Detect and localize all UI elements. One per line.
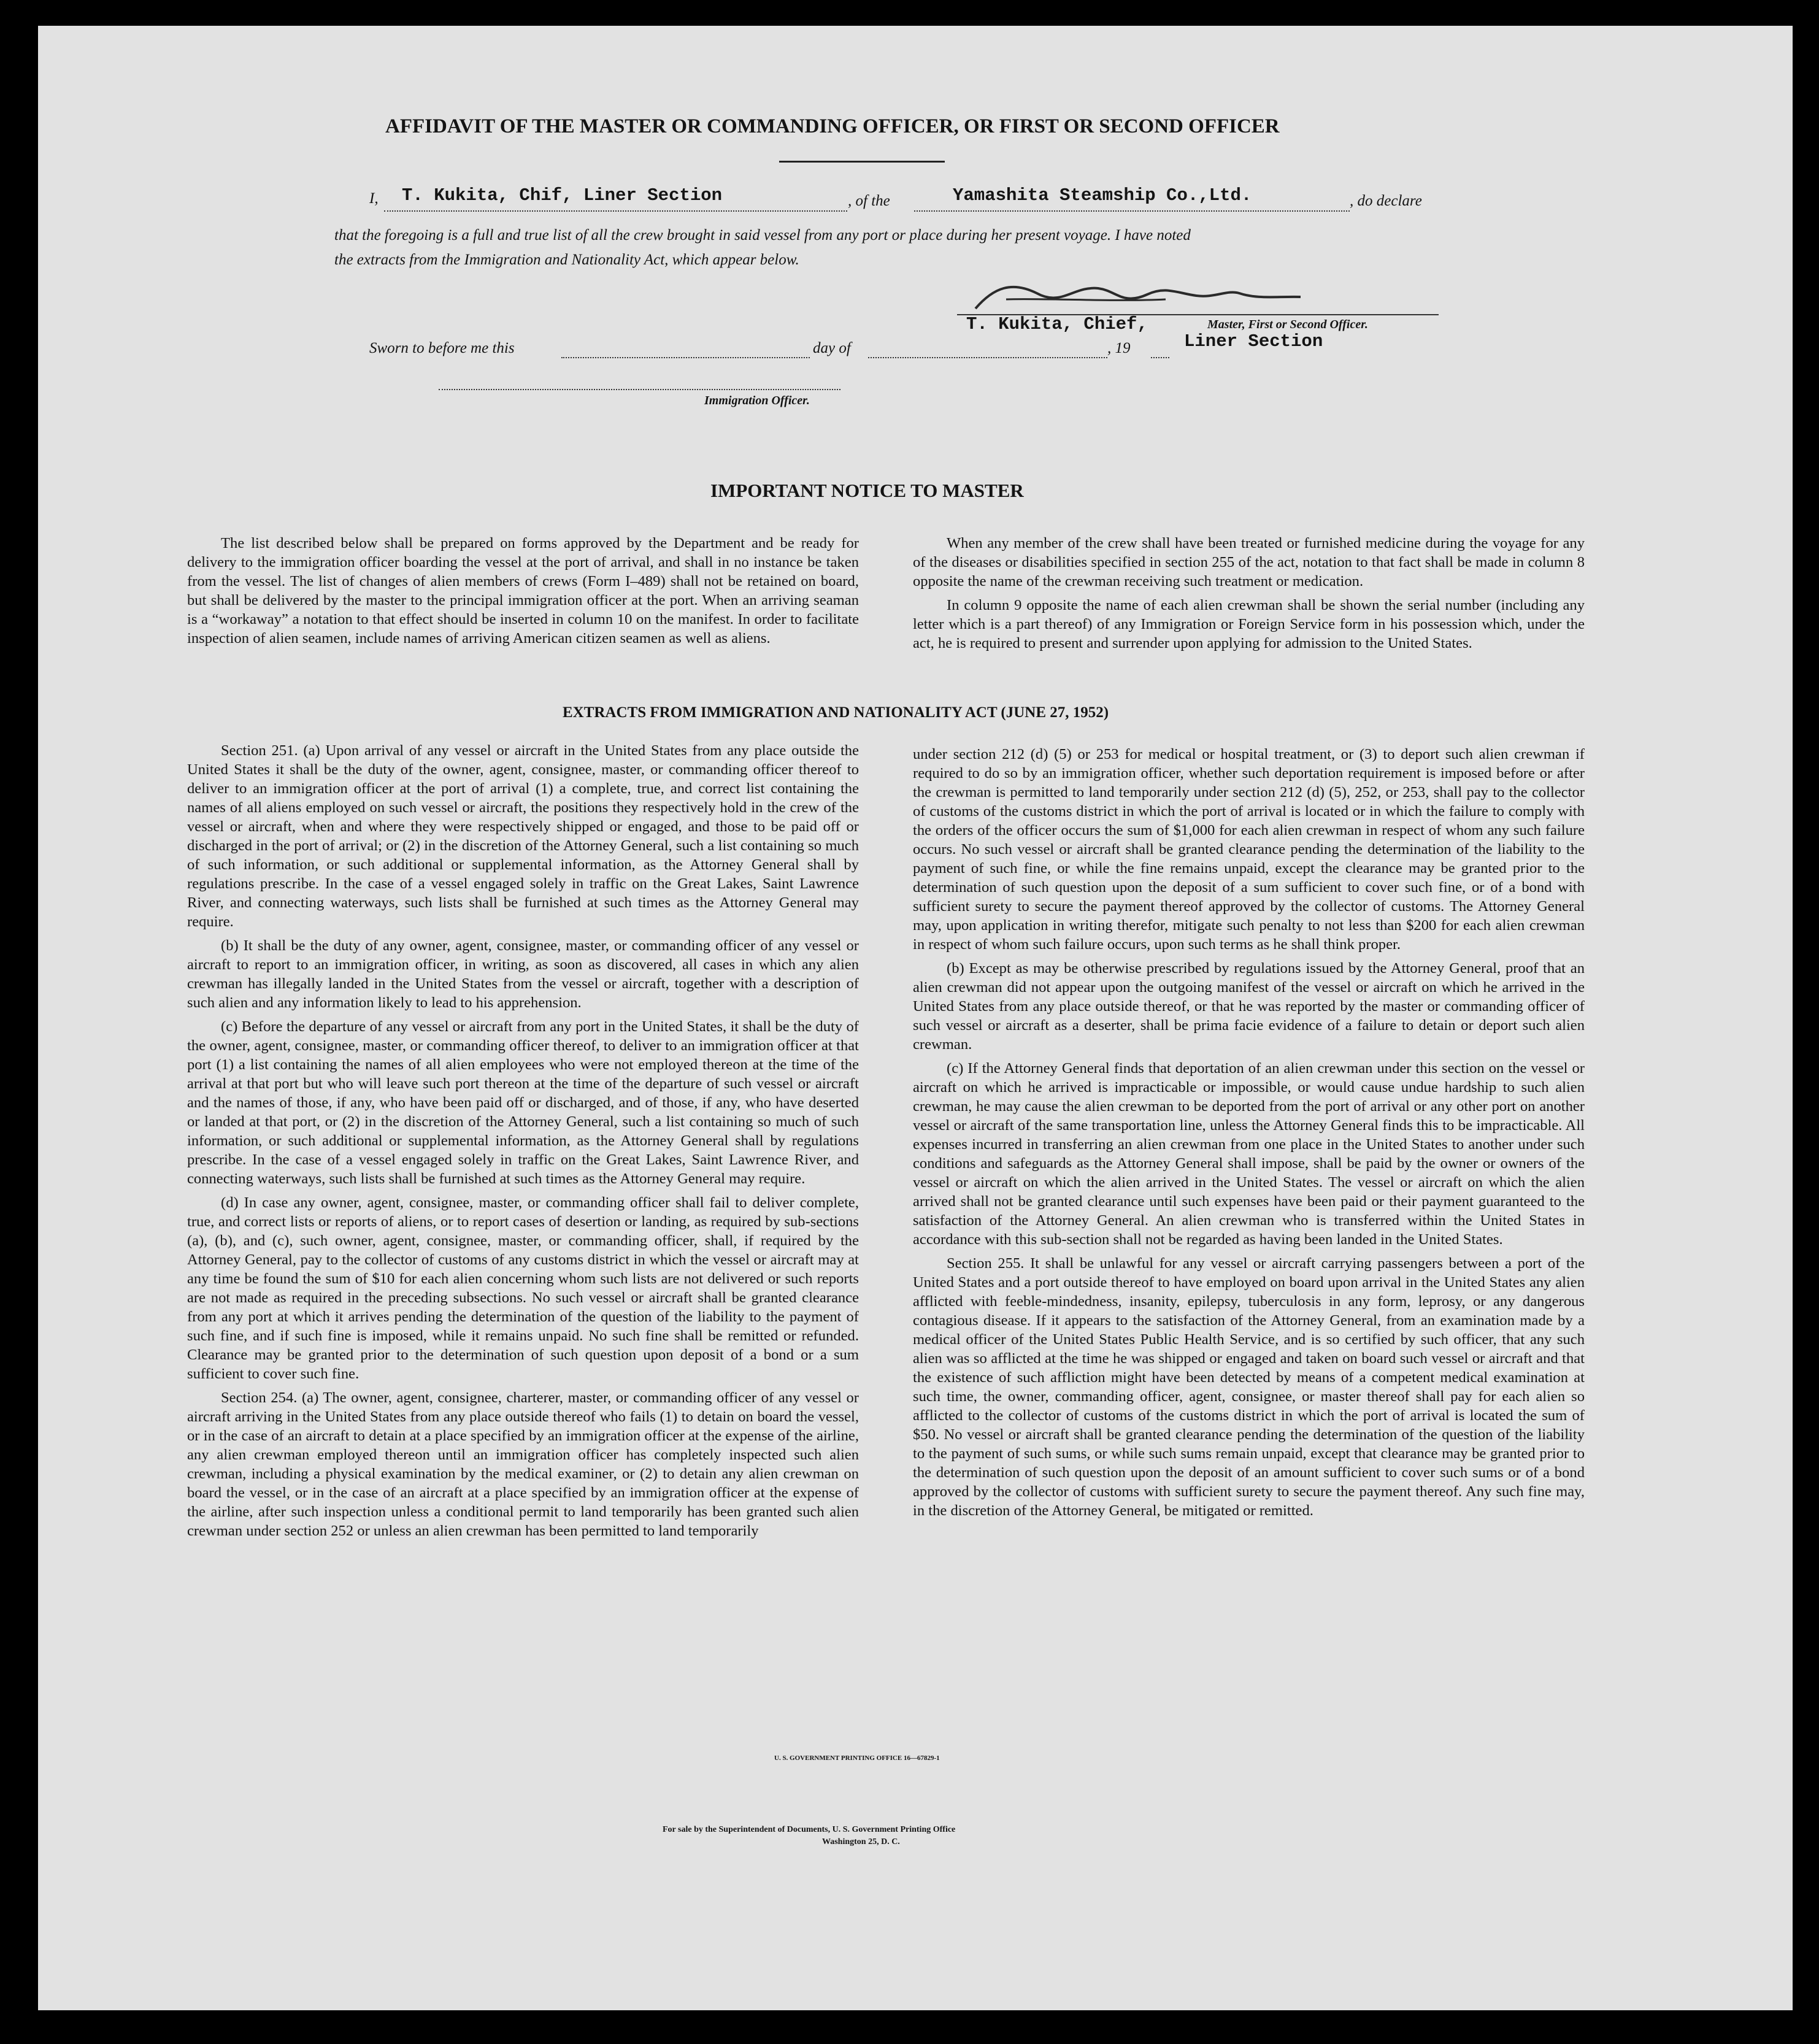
company-name: Yamashita Steamship Co.,Ltd. (953, 185, 1252, 206)
year-label: , 19 (1107, 340, 1131, 356)
sworn-month-line (868, 357, 1107, 358)
notice-right-column (913, 534, 1585, 653)
section-254-a: Section 254. (a) The owner, agent, consignee, charterer, master, or commanding officer of any vessel or aircraft arriving in the United States from any place outside thereof who fails (1) to detain on board the vessel, or in the case of an aircraft to detain at a place specified by an immigration officer at the expense of the airline, any alien crewman employed thereon until an immigration officer has completely inspected such alien crewman, including a physical examination by the medical examiner, or (2) to detain any alien crewman on board the vessel, or in the case of an aircraft at a place specified by an immigration officer at the expense of the airline, after such inspection unless a conditional permit to land temporarily has been granted such alien crewman under section 252 or unless an alien crewman has been permitted to land temporarily (187, 1389, 859, 1539)
sworn-day-line (561, 357, 810, 358)
sale-line-2: Washington 25, D. C. (822, 1837, 900, 1846)
notice-title: IMPORTANT NOTICE TO MASTER (710, 480, 1024, 501)
do-declare-label: , do declare (1350, 193, 1422, 209)
section-254-c: (c) If the Attorney General finds that deportation of an alien crewman under this section on the vessel or aircraft on which he arrived is impracticable or impossible, or would cause undue hardship to such alien crewman, he may cause the alien crewman to be deported from the port of arrival or any other port on another vessel or aircraft of the same transportation line, unless the Attorney General finds this to be impracticable. All expenses incurred in transferring an alien crewman from one place in the United States to another under such conditions and safeguards as the Attorney General shall impose, shall be paid by the owner or owners of the vessel or aircraft on which the alien arrived in the United States. The vessel or aircraft on which the alien arrived shall not be granted clearance until such expenses have been paid or their payment guaranteed to the satisfaction of the Attorney General. An alien crewman who is transferred within the United States in accordance with this sub-section shall not be regarded as having been landed in the United States. (913, 1060, 1585, 1248)
declaration-line-2: the extracts from the Immigration and Nationality Act, which appear below. (334, 252, 799, 268)
section-251-b: (b) It shall be the duty of any owner, agent, consignee, master, or commanding officer of any vessel or aircraft to report to an immigration officer, in writing, as soon as discovered, all cases in which any alien crewman has illegally landed in the United States from the vessel or aircraft, together with a description of such alien and any information likely to lead to his apprehension. (187, 937, 859, 1011)
sworn-year-line (1151, 357, 1169, 358)
day-of-label: day of (813, 340, 851, 356)
section-254-a-continued: under section 212 (d) (5) or 253 for medical or hospital treatment, or (3) to deport such alien crewman if required to do so by an immigration officer, whether such deportation requirement is imposed before or after the crewman is permitted to land temporarily under section 212 (d) (5), 252, or 253, shall pay to the collector of customs of the customs district in which the port of arrival is located or in which the failure to comply with the orders of the officer occurs the sum of $1,000 for each alien crewman in respect of whom any such failure occurs. No such vessel or aircraft shall be granted clearance pending the determination of the liability to the payment of such fine, or while the fine remains unpaid, except the clearance may be granted prior to the determination of such question upon the deposit of a sum sufficient to cover such fine, or of a bond with sufficient surety to secure the payment thereof approved by the collector of customs. The Attorney General may, upon application in writing therefor, mitigate such penalty to not less than $200 for each alien crewman in respect of whom such failure occurs, upon such terms as he shall think proper. (913, 746, 1585, 953)
extracts-right-column (913, 745, 1585, 1520)
declarant-name: T. Kukita, Chif, Liner Section (402, 185, 723, 206)
extracts-title: EXTRACTS FROM IMMIGRATION AND NATIONALITY ACT (JUNE 27, 1952) (563, 704, 1109, 721)
typed-signer-section: Liner Section (1184, 331, 1323, 352)
notice-right-paragraph-2: In column 9 opposite the name of each alien crewman shall be shown the serial number (including any letter which is a part thereof) of any Immigration or Foreign Service form in his possession which, under the act, he is required to present and surrender upon applying for admission to the United States. (913, 597, 1585, 651)
officer-caption: Immigration Officer. (704, 394, 810, 407)
sale-line-1: For sale by the Superintendent of Documents, U. S. Government Printing Office (663, 1825, 956, 1834)
affidavit-title: AFFIDAVIT OF THE MASTER OR COMMANDING OFFICER, OR FIRST OR SECOND OFFICER (385, 115, 1280, 137)
signer-caption: Master, First or Second Officer. (1207, 318, 1368, 331)
title-rule (779, 161, 945, 163)
notice-right-paragraph-1: When any member of the crew shall have been treated or furnished medicine during the voyage for any of the diseases or disabilities specified in section 255 of the act, notation to that fact shall be made in column 8 opposite the name of the crewman receiving such treatment or medication. (913, 535, 1585, 590)
company-line (914, 210, 1350, 212)
section-255: Section 255. It shall be unlawful for any vessel or aircraft carrying passengers between a port of the United States and a port outside thereof to have employed on board upon arrival in the United States any alien afflicted with feeble-mindedness, insanity, epilepsy, tuberculosis in any form, leprosy, or any dangerous contagious disease. If it appears to the satisfaction of the Attorney General, from an examination made by a medical officer of the United States Public Health Service, and is so certified by such officer, that any such alien was so afflicted at the time he was shipped or engaged and taken on board such vessel or aircraft and that the existence of such affliction might have been detected by means of a competent medical examination at such time, the owner, commanding officer, agent, consignee, or master thereof shall pay for each alien so afflicted to the collector of customs of the customs district in which the port of arrival is located the sum of $50. No vessel or aircraft shall be granted clearance pending the determination of the question of the liability to the payment of such sums, or while such sums remain unpaid, except that clearance may be granted prior to the determination of such question upon the deposit of an amount sufficient to cover such sums or of a bond approved by the collector of customs with sufficient surety to secure the payment thereof. Any such fine may, in the discretion of the Attorney General, be mitigated or remitted. (913, 1255, 1585, 1519)
i-label: I, (369, 190, 379, 207)
printer-imprint: U. S. GOVERNMENT PRINTING OFFICE 16—67829-1 (774, 1754, 940, 1762)
typed-signer: T. Kukita, Chief, (966, 314, 1148, 334)
section-251-c: (c) Before the departure of any vessel or aircraft from any port in the United States, it shall be the duty of the owner, agent, consignee, master, or commanding officer thereof, to deliver to an immigration officer at that port (1) a list containing the names of all alien employees who were not employed thereon at the time of the arrival at that port but who will leave such port thereon at the time of the departure of such vessel or aircraft and the names of those, if any, who have been paid off or discharged, and of those, if any, who have deserted or landed at that port, or (2) in the discretion of the Attorney General, such a list containing so much of such information, or such additional or supplemental information, as the Attorney General shall by regulations prescribe. In the case of a vessel engaged solely in traffic on the Great Lakes, Saint Lawrence River, and connecting waterways, such lists shall be furnished at such times as the Attorney General may require. (187, 1018, 859, 1187)
section-251-d: (d) In case any owner, agent, consignee, master, or commanding officer shall fail to deliver complete, true, and correct lists or reports of aliens, or to report cases of desertion or landing, as required by sub-sections (a), (b), and (c), such owner, agent, consignee, master, or commanding officer, shall, if required by the Attorney General, pay to the collector of customs of any customs district in which the vessel or aircraft may at any time be found the sum of $10 for each alien concerning whom such lists are not delivered or such reports are not made as required in the preceding subsections. No such vessel or aircraft shall be granted clearance from any port at which it arrives pending the determination of the question of the liability to the payment of such fine, and if such fine is imposed, while it remains unpaid. No such fine shall be remitted or refunded. Clearance may be granted prior to the determination of such question upon deposit of a bond or a sum sufficient to cover such fine. (187, 1194, 859, 1382)
notice-left-column (187, 534, 859, 648)
sworn-label: Sworn to before me this (369, 340, 515, 356)
of-the-label: , of the (848, 193, 890, 209)
section-251-a: Section 251. (a) Upon arrival of any vessel or aircraft in the United States from any place outside the United States it shall be the duty of the owner, agent, consignee, master, or commanding officer thereof to deliver to an immigration officer at the port of arrival (1) a complete, true, and correct list containing the names of all aliens employed on such vessel or aircraft, the positions they respectively hold in the crew of the vessel or aircraft, when and where they were respectively shipped or engaged, and those to be paid off or discharged in the port of arrival; or (2) in the discretion of the Attorney General, such a list containing so much of such information, or such additional or supplemental information, as the Attorney General shall by regulations prescribe. In the case of a vessel engaged solely in traffic on the Great Lakes, Saint Lawrence River, and connecting waterways, such lists shall be furnished at such times as the Attorney General may require. (187, 742, 859, 930)
section-254-b: (b) Except as may be otherwise prescribed by regulations issued by the Attorney General, proof that an alien crewman did not appear upon the outgoing manifest of the vessel or aircraft on which he arrived in the United States from any place outside thereof, or that he was reported by the master or commanding officer of such vessel or aircraft as a deserter, shall be prima facie evidence of a failure to detain or deport such alien crewman. (913, 960, 1585, 1053)
declarant-line (384, 210, 847, 212)
notice-left-paragraph: The list described below shall be prepared on forms approved by the Department and be ready for delivery to the immigration officer boarding the vessel at the port of arrival, and shall in no instance be taken from the vessel. The list of changes of alien members of crews (Form I–489) shall not be retained on board, but shall be delivered by the master to the principal immigration officer at the port. When an arriving seaman is a “workaway” a notation to that effect should be inserted in column 10 on the manifest. In order to facilitate inspection of alien seamen, include names of arriving American citizen seamen as well as aliens. (187, 535, 859, 647)
declaration-line-1: that the foregoing is a full and true list of all the crew brought in said vessel from any port or place during her present voyage. I have noted (334, 227, 1191, 244)
officer-line (439, 389, 840, 390)
extracts-left-column (187, 741, 859, 1540)
